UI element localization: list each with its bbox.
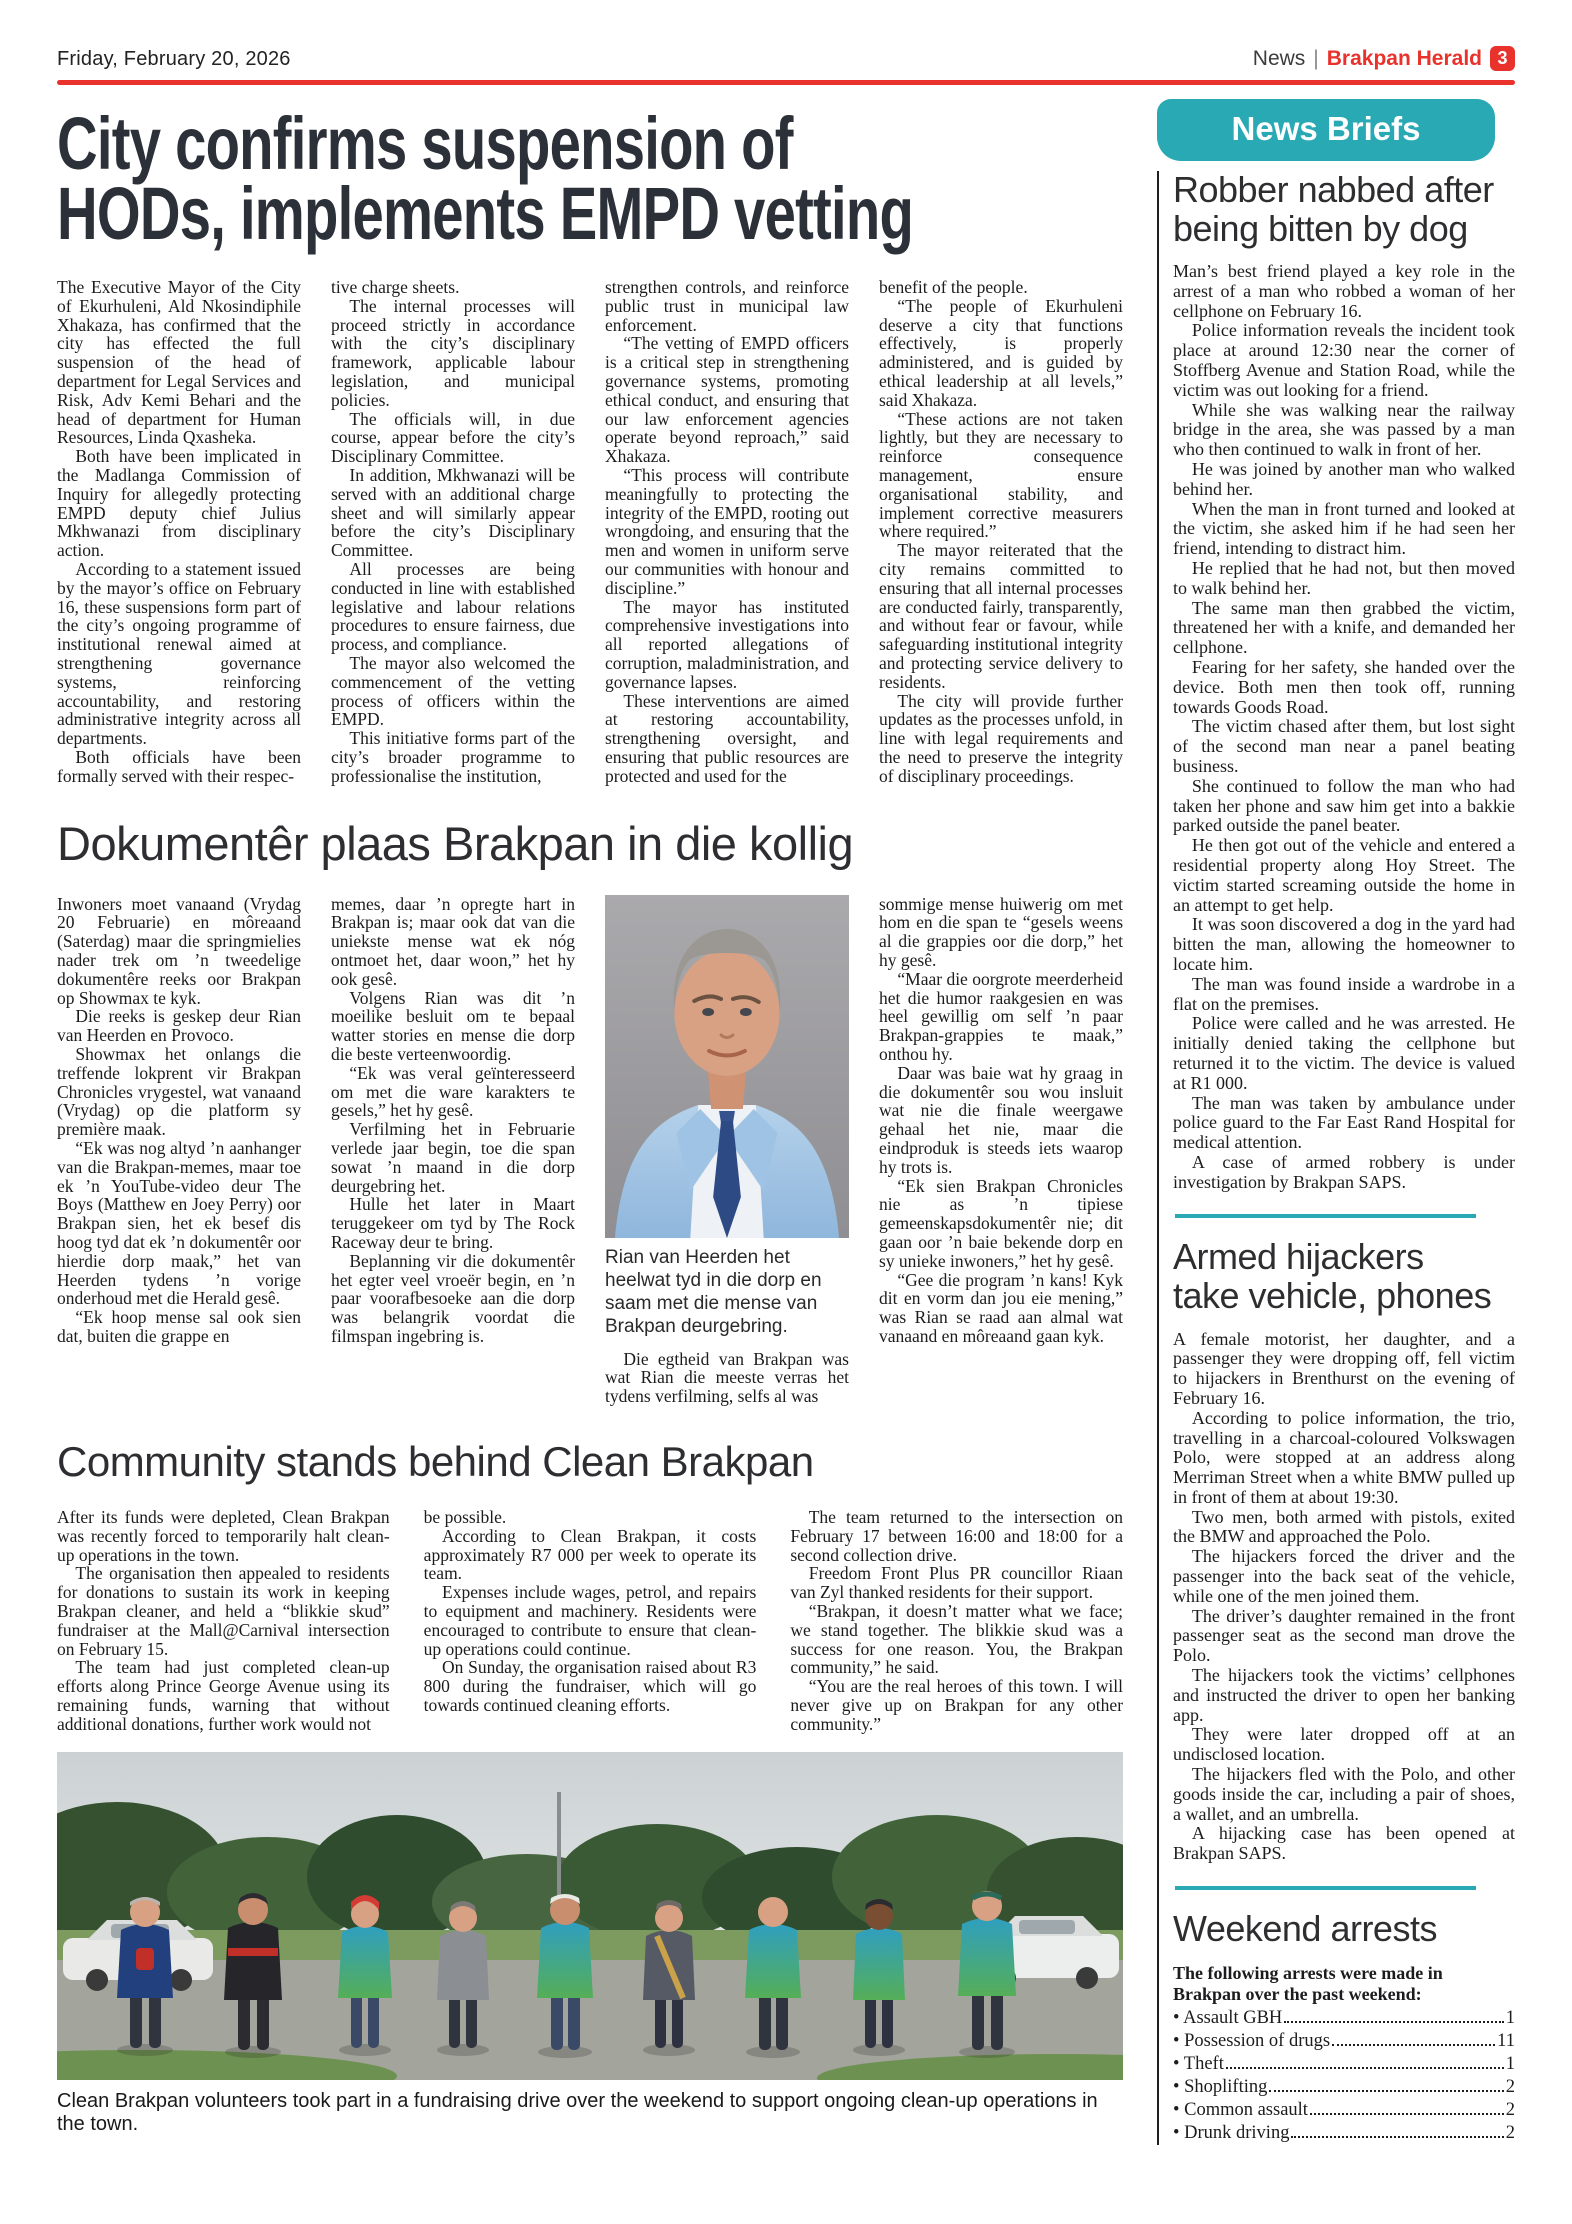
brief-divider (1175, 1886, 1476, 1890)
paragraph: The internal processes will proceed strictly in accordance with the city’s disciplinary framework, applicable labour legislation, and municipal policies. (331, 295, 575, 410)
paragraph: Verfilming het in Februarie verlede jaar begin, toe die span sowat ’n maand in die dorp deurgebring het. (331, 1119, 575, 1196)
community-headline: Community stands behind Clean Brakpan (57, 1438, 814, 1485)
paragraph: They were later dropped off at an undisclosed location. (1173, 1724, 1515, 1765)
rian-van-heerden-photo (605, 895, 849, 1238)
dotted-leader (1284, 2021, 1503, 2023)
afrikaans-col-2 (331, 895, 575, 1406)
main-article-col-4 (879, 278, 1123, 786)
afrikaans-col-1 (57, 895, 301, 1406)
paragraph: The same man then grabbed the victim, threatened her with a knife, and demanded her cellphone. (1173, 597, 1515, 658)
paragraph: The mayor has instituted comprehensive investigations into all reported allegations of corruption, maladministration, and governance lapses. (605, 596, 849, 692)
page-number-badge: 3 (1490, 46, 1515, 71)
main-headline-line1: City confirms suspension of (57, 102, 793, 185)
paragraph: “The people of Ekurhuleni deserve a city that functions effectively, is properly administered, and is guided by ethical leadership at all levels,” said Xhakaza. (879, 295, 1123, 410)
arrest-row: • Theft 1 (1173, 2053, 1515, 2074)
brief-armed-hijackers (1173, 1238, 1515, 1864)
paragraph: A case of armed robbery is under investigation by Brakpan SAPS. (1173, 1151, 1515, 1192)
paragraph: The hijackers fled with the Polo, and other goods inside the car, including a pair of shoes, a wallet, and an umbrella. (1173, 1764, 1515, 1824)
paragraph: In addition, Mkhwanazi will be served with an additional charge sheet and will similarly appear before the city’s Disciplinary Committee. (331, 465, 575, 561)
issue-date: Friday, February 20, 2026 (57, 48, 291, 70)
news-briefs-title: News Briefs (1157, 99, 1495, 161)
paragraph: These interventions are aimed at restoring accountability, strengthening oversight, and ensuring that public resources are protected and used for the (605, 690, 849, 786)
paragraph: The hijackers took the victims’ cellphones and instructed the driver to open her banking app. (1173, 1665, 1515, 1725)
paragraph: “Ek was veral geïnteresseerd om met die ware karakters te gesels,” het hy gesê. (331, 1062, 575, 1121)
paragraph: “This process will contribute meaningfully to protecting the integrity of the EMPD, rooting out wrongdoing, and ensuring that the men and women in uniform serve our communities with honour and discipline.” (605, 465, 849, 598)
paragraph: Fearing for her safety, she handed over the device. Both men then took off, running towards Goods Road. (1173, 656, 1515, 717)
brief2-body (1173, 1330, 1515, 1865)
paragraph: Volgens Rian was dit ’n moeilike besluit om te bepaal watter stories en mense die dorp die beste verteenwoordig. (331, 987, 575, 1064)
paragraph: The team had just completed clean-up efforts along Prince George Avenue using its remaining funds, warning that without additional donations, further work would not (57, 1657, 390, 1734)
paragraph: According to Clean Brakpan, it costs approximately R7 000 per week to operate its team. (423, 1525, 757, 1584)
paragraph: She continued to follow the man who had taken her phone and saw him get into a bakkie parked outside the panel beater. (1173, 775, 1515, 836)
news-briefs-list (1157, 171, 1515, 2145)
header-rule (57, 80, 1515, 85)
paragraph: Showmax het onlangs die treffende lokprent vir Brakpan Chronicles vrygestel, wat vanaand (Vrydag) op die platform sy première maak. (57, 1043, 301, 1140)
brief2-headline (1173, 1238, 1515, 1315)
news-briefs-sidebar (1157, 99, 1515, 2145)
paragraph: The city will provide further updates as the processes unfold, in line with legal requirements and the need to preserve the integrity of disciplinary proceedings. (879, 690, 1123, 786)
paragraph: Man’s best friend played a key role in the arrest of a man who robbed a woman of her cellphone on February 16. (1173, 261, 1515, 321)
arrest-row: • Possession of drugs 11 (1173, 2030, 1515, 2051)
arrests-list (1173, 2007, 1515, 2145)
section-label: News (1252, 46, 1306, 70)
paragraph: This initiative forms part of the city’s broader programme to professionalise the institution, (331, 728, 575, 786)
brief2-headline-line1: Armed hijackers (1173, 1236, 1424, 1278)
paragraph: Inwoners moet vanaand (Vrydag 20 Februarie) en môreaand (Saterdag) maar die springmielies nader trek om ’n tweedelige dokumentêre reeks oor Brakpan op Showmax te kyk. (57, 893, 301, 1008)
paragraph: Freedom Front Plus PR councillor Riaan van Zyl thanked residents for their support. (790, 1563, 1124, 1603)
main-headline-line2: HODs, implements EMPD vetting (57, 171, 914, 255)
paragraph: The mayor also welcomed the commencement of the vetting process of officers within the EMPD. (331, 653, 575, 730)
paragraph: After its funds were depleted, Clean Brakpan was recently forced to temporarily halt clean-up operations in the town. (57, 1507, 390, 1565)
paragraph: sommige mense huiwerig om met hom en die span te “gesels weens al die grappies oor die dorp,” het hy gesê. (879, 893, 1123, 970)
page-header (57, 46, 1515, 71)
dotted-leader (1226, 2067, 1504, 2069)
masthead-title: Brakpan Herald (1326, 46, 1482, 70)
paragraph: The team returned to the intersection on February 17 between 16:00 and 18:00 for a second collection drive. (790, 1507, 1124, 1565)
main-content-region (57, 99, 1123, 2145)
paragraph: “Ek was nog altyd ’n aanhanger van die Brakpan-memes, maar toe ek ’n YouTube-video deur The Boys (Matthew en Joey Perry) oor Brakpan sien, het ek besef dis hoog tyd dat ek ’n dokumentêr oor hierdie dorp maak,” het van Heerden tydens ’n vorige onderhoud met die Herald gesê. (57, 1137, 301, 1309)
paragraph: The driver’s daughter remained in the front passenger seat as the second man drove the Polo. (1173, 1605, 1515, 1666)
arrest-row: • Common assault 2 (1173, 2099, 1515, 2120)
paragraph: He then got out of the vehicle and entered a residential property along Hoy Street. The victim started screaming outside the home in an attempt to get help. (1173, 835, 1515, 915)
paragraph: All processes are being conducted in line with established legislative and labour relations procedures to ensure fairness, due process, and compliance. (331, 559, 575, 655)
community-col-2 (424, 1508, 757, 1734)
paragraph: Daar was baie wat hy graag in die dokumentêr sou wou insluit wat nie die finale weergawe gehaal het nie, maar die eindproduk is steeds iets waarop hy trots is. (879, 1062, 1123, 1177)
separator: | (1313, 46, 1319, 70)
paragraph: While she was walking near the railway bridge in the area, she was passed by a man who then continued to walk in front of her. (1173, 399, 1515, 460)
article-clean-brakpan (57, 1438, 1123, 1734)
paragraph: Beplanning vir die dokumentêr het egter veel vroeër begin, en ’n paar voorafbesoeke aan die dorp was belangrik voordat die filmspan ingebring is. (331, 1250, 575, 1346)
paragraph: Die egtheid van Brakpan was wat Rian die meeste verras het tydens verfilming, selfs al was (605, 1348, 849, 1407)
paragraph: Both officials have been formally served with their respec- (57, 747, 301, 786)
paragraph: “Ek sien Brakpan Chronicles nie as ’n tipiese gemeenskapsdokumentêr nie; dit gaan oor ’n baie bekende dorp en sy unieke inwoners,” het hy gesê. (879, 1175, 1123, 1271)
paragraph: On Sunday, the organisation raised about R3 800 during the fundraiser, which will go towards continued cleaning efforts. (423, 1657, 757, 1715)
arrests-intro: The following arrests were made in Brakpan over the past weekend: (1173, 1962, 1443, 2004)
dotted-leader (1332, 2044, 1495, 2046)
paragraph: The officials will, in due course, appear before the city’s Disciplinary Committee. (331, 408, 575, 467)
main-headline (57, 102, 1123, 255)
main-article-col-2 (331, 278, 575, 786)
main-article-col-1 (57, 278, 301, 786)
portrait-caption: Rian van Heerden het heelwat tyd in die dorp en saam met die mense van Brakpan deurgebring. (605, 1246, 822, 1337)
paragraph: According to police information, the trio, travelling in a charcoal-coloured Volkswagen Polo, were stopped at an address along Merriman Street when a white BMW pulled up in front of them at about 19:30. (1173, 1407, 1515, 1507)
paragraph: The Executive Mayor of the City of Ekurhuleni, Ald Nkosindiphile Xhakaza, has confirmed that the city has effected the full suspension of the head of department for Legal Services and Risk, Adv Kemi Behari and the head of department for Human Resources, Linda Qxasheka. (57, 277, 301, 448)
paragraph: “Gee die program ’n kans! Kyk dit en vorm dan jou eie mening,” was Rian se raad aan almal wat vanaand en môreaand gaan kyk. (879, 1269, 1123, 1346)
paragraph: He was joined by another man who walked behind her. (1173, 459, 1515, 499)
paragraph: Two men, both armed with pistols, exited the BMW and approached the Polo. (1173, 1506, 1515, 1547)
masthead-strip (1253, 46, 1515, 71)
paragraph: “The vetting of EMPD officers is a critical step in strengthening governance systems, promoting ethical conduct, and ensuring that our law enforcement agencies operate beyond reproach,” said Xhakaza. (605, 333, 849, 467)
paragraph: A hijacking case has been opened at Brakpan SAPS. (1173, 1823, 1515, 1864)
brief1-headline (1173, 171, 1515, 248)
paragraph: benefit of the people. (879, 277, 1028, 298)
dotted-leader (1269, 2090, 1503, 2092)
paragraph: Hulle het later in Maart teruggekeer om tyd by The Rock Raceway deur te bring. (331, 1194, 575, 1252)
paragraph: Police were called and he was arrested. He initially denied taking the cellphone but returned it to the victim. The device is valued at R1 000. (1173, 1013, 1515, 1093)
afrikaans-col-4 (879, 895, 1123, 1406)
community-col-3 (790, 1508, 1123, 1734)
group-photo (57, 1752, 1123, 2136)
clean-brakpan-volunteers-photo (57, 1752, 1123, 2080)
paragraph: It was soon discovered a dog in the yard had bitten the man, allowing the homeowner to locate him. (1173, 914, 1515, 974)
main-article-columns (57, 278, 1123, 786)
paragraph: According to a statement issued by the mayor’s office on February 16, these suspensions form part of the city’s ongoing programme of institutional renewal aimed at strengthening governance systems, reinforcing accountability, and restoring administrative integrity across all departments. (57, 559, 301, 749)
paragraph: Both have been implicated in the Madlanga Commission of Inquiry for allegedly protecting EMPD deputy chief Julius Mkhwanazi from disciplinary action. (57, 446, 301, 561)
paragraph: Die reeks is geskep deur Rian van Heerden en Provoco. (57, 1006, 301, 1046)
paragraph: “Ek hoop mense sal ook sien dat, buiten die grappe en (57, 1307, 301, 1346)
community-col-1 (57, 1508, 390, 1734)
portrait-photo (605, 895, 849, 1338)
paragraph: memes, daar ’n opregte hart in Brakpan is; maar ook dat van die uniekste mense wat ek nóg ontmoet het, daar woon,” het hy ook gesê. (331, 893, 575, 989)
paragraph: “Maar die oorgrote meerderheid het die humor raakgesien en was heel gewillig om self ’n paar Brakpan-grappies te maak,” onthou hy. (879, 968, 1123, 1064)
afrikaans-columns (57, 895, 1123, 1406)
paragraph: “You are the real heroes of this town. I will never give up on Brakpan for any other community.” (790, 1676, 1124, 1734)
paragraph: The organisation then appealed to residents for donations to sustain its work in keeping Brakpan cleaner, and held a “blikkie skud” fundraiser at the Mall@Carnival intersection on February 15. (57, 1563, 390, 1659)
group-photo-caption: Clean Brakpan volunteers took part in a fundraising drive over the weekend to support ongoing clean-up operations in the town. (57, 2089, 1098, 2135)
afrikaans-headline: Dokumentêr plaas Brakpan in die kollig (57, 816, 854, 870)
brief3-headline: Weekend arrests (1173, 1908, 1437, 1950)
paragraph: A female motorist, her daughter, and a passenger they were dropping off, fell victim to hijackers in Brenthurst on the evening of February 16. (1173, 1328, 1515, 1408)
paragraph: strengthen controls, and reinforce public trust in municipal law enforcement. (605, 277, 849, 335)
paragraph: be possible. (423, 1507, 507, 1527)
paragraph: “These actions are not taken lightly, but they are necessary to reinforce consequence management, ensure organisational stability, and implement corrective measurers where required.” (879, 408, 1123, 542)
arrest-row: • Drunk driving 2 (1173, 2122, 1515, 2143)
paragraph: “Brakpan, it doesn’t matter what we face; we stand together. The blikkie skud was a success for one reason. You, the Brakpan community,” he said. (790, 1600, 1124, 1678)
arrest-row: • Assault GBH 1 (1173, 2007, 1515, 2028)
paragraph: He replied that he had not, but then moved to walk behind her. (1173, 557, 1515, 598)
brief1-headline-line1: Robber nabbed after (1173, 169, 1494, 210)
paragraph: The hijackers forced the driver and the passenger into the back seat of the vehicle, while one of the men joined them. (1173, 1546, 1515, 1606)
main-article-col-3 (605, 278, 849, 786)
article-city-suspension (57, 102, 1123, 786)
afrikaans-col-3 (605, 895, 849, 1406)
paragraph: Expenses include wages, petrol, and repairs to equipment and machinery. Residents were encouraged to contribute to ensure that clean-up operations could continue. (423, 1582, 757, 1659)
paragraph: Police information reveals the incident took place at around 12:30 near the corner of Stoffberg Avenue and Station Road, while the victim was out looking for a friend. (1173, 320, 1515, 400)
paragraph: When the man in front turned and looked at the victim, she asked him if he had seen her friend, intending to distract him. (1173, 498, 1515, 559)
paragraph: The man was taken by ambulance under police guard to the Far East Rand Hospital for medical attention. (1173, 1092, 1515, 1153)
brief-weekend-arrests (1173, 1910, 1515, 2145)
paragraph: The victim chased after them, but lost sight of the second man near a panel beating business. (1173, 716, 1515, 776)
brief-robber-nabbed (1173, 171, 1515, 1192)
article-dokumenter (57, 816, 1123, 1406)
paragraph: The man was found inside a wardrobe in a flat on the premises. (1173, 973, 1515, 1014)
brief1-headline-line2: being bitten by dog (1173, 207, 1468, 249)
paragraph: tive charge sheets. (331, 277, 460, 298)
paragraph: The mayor reiterated that the city remains committed to ensuring that all internal processes are conducted fairly, transparently, and without fear or favour, while safeguarding institutional integrity and protecting service delivery to residents. (879, 540, 1123, 692)
arrest-row: • Shoplifting 2 (1173, 2076, 1515, 2097)
brief2-headline-line2: take vehicle, phones (1173, 1275, 1492, 1316)
dotted-leader (1310, 2113, 1504, 2115)
brief1-body (1173, 262, 1515, 1192)
brief-divider (1175, 1214, 1476, 1218)
dotted-leader (1291, 2136, 1503, 2138)
community-columns (57, 1508, 1123, 1734)
